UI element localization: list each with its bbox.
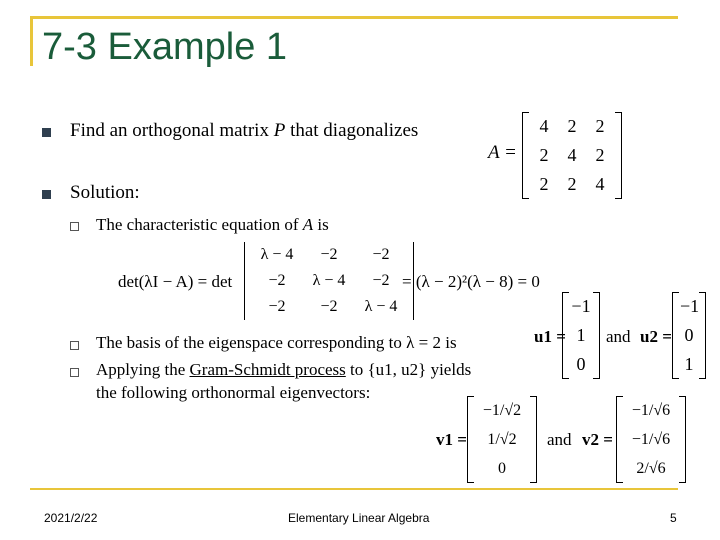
- v-and: and: [547, 430, 572, 449]
- u2-cell: −1: [680, 296, 700, 316]
- char-eq-determinant: [250, 242, 408, 320]
- footer-course: Elementary Linear Algebra: [288, 511, 430, 525]
- u1-bracket-right: [593, 292, 600, 379]
- sub-bullet-icon: [70, 222, 79, 231]
- v1-cell: 0: [498, 460, 506, 477]
- v2-bracket-right: [679, 396, 686, 483]
- v1-label: v1 =: [436, 430, 467, 449]
- v1-bracket-left: [467, 396, 474, 483]
- u1-vector: [570, 292, 592, 379]
- matrix-a-cell: 2: [539, 145, 549, 165]
- bullet-1-text: Find an orthogonal matrix: [70, 120, 269, 141]
- bullet-1-tail: that diagonalizes: [290, 120, 419, 141]
- u2-label: u2 =: [640, 327, 672, 346]
- sub-bullet-icon: [70, 341, 79, 350]
- matrix-a-label: A =: [488, 142, 517, 163]
- matrix-a-bracket-right: [615, 112, 622, 199]
- v1-vector: [475, 396, 529, 483]
- sub-bullet-1-tail: is: [317, 215, 329, 234]
- char-eq-cell: −2: [372, 272, 390, 289]
- v2-cell: −1/√6: [631, 431, 671, 448]
- v2-label: v2 =: [582, 430, 613, 449]
- bullet-1-var: P: [273, 120, 286, 141]
- char-eq-cell: −2: [268, 272, 286, 289]
- matrix-a-cell: 4: [539, 116, 549, 136]
- v2-cell: −1/√6: [631, 402, 671, 419]
- bullet-1: [70, 120, 418, 142]
- sub-bullet-3: [96, 360, 471, 380]
- v1-bracket-right: [530, 396, 537, 483]
- footer-rule: [30, 488, 678, 490]
- char-eq-cell: −2: [372, 246, 390, 263]
- title-rule-left: [30, 16, 33, 66]
- sub-bullet-3-line2: the following orthonormal eigenvectors:: [96, 383, 371, 402]
- matrix-a-cell: 2: [595, 116, 605, 136]
- char-eq-cell: λ − 4: [364, 298, 398, 315]
- char-eq-lhs: det(λI − A) = det: [118, 272, 233, 291]
- footer-date: 2021/2/22: [44, 511, 98, 525]
- bullet-square-icon: [42, 190, 51, 199]
- u1-cell: −1: [571, 296, 591, 316]
- u2-cell: 1: [684, 354, 694, 374]
- char-eq-cell: λ − 4: [312, 272, 346, 289]
- v2-bracket-left: [616, 396, 623, 483]
- u1-label: u1 =: [534, 327, 566, 346]
- sub-bullet-1-text: The characteristic equation of: [96, 215, 299, 234]
- v2-cell: 2/√6: [636, 460, 666, 477]
- sub-bullet-1: [96, 215, 329, 235]
- u-and: and: [606, 327, 631, 346]
- matrix-a: [530, 112, 614, 199]
- title-rule-top: [30, 16, 678, 19]
- v1-cell: −1/√2: [482, 402, 522, 419]
- char-eq-cell: −2: [268, 298, 286, 315]
- u2-cell: 0: [684, 325, 694, 345]
- sub-bullet-1-var: A: [302, 215, 314, 234]
- u1-cell: 0: [576, 354, 586, 374]
- matrix-a-cell: 4: [595, 174, 605, 194]
- u1-cell: 1: [576, 325, 586, 345]
- sub-bullet-2-text: The basis of the eigenspace corresponding to λ = 2 is: [96, 333, 457, 352]
- matrix-a-cell: 2: [567, 174, 577, 194]
- char-eq-cell: −2: [320, 298, 338, 315]
- char-eq-cell: −2: [320, 246, 338, 263]
- matrix-a-cell: 4: [567, 145, 577, 165]
- matrix-a-cell: 2: [595, 145, 605, 165]
- v2-vector: [624, 396, 678, 483]
- bullet-square-icon: [42, 128, 51, 137]
- matrix-a-cell: 2: [539, 174, 549, 194]
- slide-title: 7-3 Example 1: [42, 26, 288, 68]
- sub-bullet-icon: [70, 368, 79, 377]
- sub-bullet-3-post: to {u1, u2} yields: [350, 360, 472, 379]
- matrix-a-cell: 2: [567, 116, 577, 136]
- char-eq-cell: λ − 4: [260, 246, 294, 263]
- u2-bracket-left: [672, 292, 679, 379]
- gram-schmidt-link[interactable]: Gram-Schmidt process: [189, 360, 346, 379]
- matrix-a-bracket-left: [522, 112, 529, 199]
- footer-page-number: 5: [670, 511, 677, 525]
- u2-vector: [680, 292, 698, 379]
- u2-bracket-right: [699, 292, 706, 379]
- char-eq-rhs: = (λ − 2)²(λ − 8) = 0: [402, 272, 540, 291]
- sub-bullet-3-pre: Applying the: [96, 360, 186, 379]
- determinant-bar-left: [244, 242, 245, 320]
- solution-label: Solution:: [70, 182, 140, 203]
- u1-bracket-left: [562, 292, 569, 379]
- v1-cell: 1/√2: [487, 431, 517, 448]
